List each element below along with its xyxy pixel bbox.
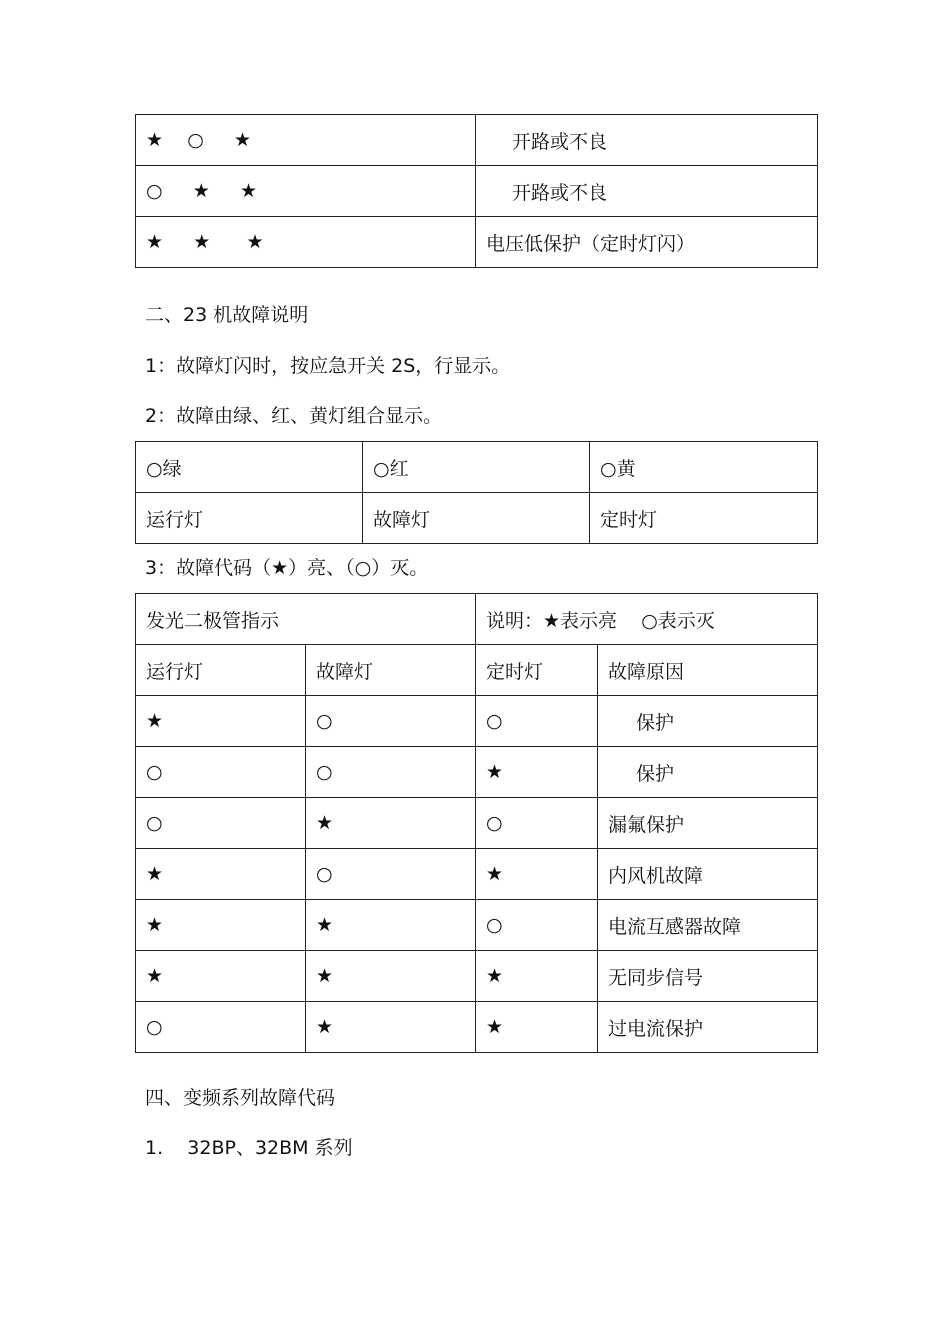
timer-state: ★ bbox=[476, 849, 598, 900]
fault-cause: 漏氟保护 bbox=[598, 798, 818, 849]
timer-state: ★ bbox=[476, 1002, 598, 1053]
fault-cause: 电流互感器故障 bbox=[598, 900, 818, 951]
table-row bbox=[136, 849, 818, 900]
header-led-indicator: 发光二极管指示 bbox=[136, 594, 476, 645]
table-row bbox=[136, 1002, 818, 1053]
run-state: ★ bbox=[136, 696, 306, 747]
table-row bbox=[136, 217, 818, 268]
table-row bbox=[136, 951, 818, 1002]
lights-cell: ★ ★ ★ bbox=[136, 217, 476, 268]
table-row bbox=[136, 747, 818, 798]
lights-cell: ★ ○ ★ bbox=[136, 115, 476, 166]
run-state: ○ bbox=[136, 747, 306, 798]
section-heading: 二、23 机故障说明 bbox=[145, 304, 309, 326]
light-color-table bbox=[135, 441, 818, 544]
led-fault-table-continued bbox=[135, 114, 818, 268]
timer-state: ○ bbox=[476, 696, 598, 747]
column-fault-light: 故障灯 bbox=[306, 645, 476, 696]
table-row bbox=[136, 442, 818, 493]
table-row bbox=[136, 696, 818, 747]
table-row bbox=[136, 798, 818, 849]
column-timer-light: 定时灯 bbox=[476, 645, 598, 696]
note-1: 1：故障灯闪时，按应急开关 2S，行显示。 bbox=[145, 355, 511, 377]
fault-state: ★ bbox=[306, 798, 476, 849]
run-state: ○ bbox=[136, 798, 306, 849]
red-light-cell: ○红 bbox=[363, 442, 590, 493]
fault-cause: 保护 bbox=[598, 747, 818, 798]
timer-state: ★ bbox=[476, 951, 598, 1002]
note-3: 3：故障代码（★）亮、（○）灭。 bbox=[145, 557, 429, 579]
fault-cause: 无同步信号 bbox=[598, 951, 818, 1002]
description-cell: 开路或不良 bbox=[476, 115, 818, 166]
run-light-cell: 运行灯 bbox=[136, 493, 363, 544]
timer-light-cell: 定时灯 bbox=[590, 493, 818, 544]
table-column-row bbox=[136, 645, 818, 696]
section-heading: 四、变频系列故障代码 bbox=[145, 1087, 336, 1109]
fault-state: ○ bbox=[306, 849, 476, 900]
table-row bbox=[136, 493, 818, 544]
list-item: 1. 32BP、32BM 系列 bbox=[145, 1137, 353, 1159]
column-fault-cause: 故障原因 bbox=[598, 645, 818, 696]
timer-state: ○ bbox=[476, 900, 598, 951]
fault-cause: 内风机故障 bbox=[598, 849, 818, 900]
table-row bbox=[136, 900, 818, 951]
table-row bbox=[136, 115, 818, 166]
fault-light-cell: 故障灯 bbox=[363, 493, 590, 544]
fault-state: ○ bbox=[306, 747, 476, 798]
run-state: ★ bbox=[136, 900, 306, 951]
timer-state: ★ bbox=[476, 747, 598, 798]
note-2: 2：故障由绿、红、黄灯组合显示。 bbox=[145, 405, 443, 427]
description-cell: 电压低保护（定时灯闪） bbox=[476, 217, 818, 268]
fault-cause: 过电流保护 bbox=[598, 1002, 818, 1053]
fault-state: ★ bbox=[306, 951, 476, 1002]
fault-cause: 保护 bbox=[598, 696, 818, 747]
run-state: ○ bbox=[136, 1002, 306, 1053]
fault-state: ★ bbox=[306, 1002, 476, 1053]
fault-code-table bbox=[135, 593, 818, 1053]
description-cell: 开路或不良 bbox=[476, 166, 818, 217]
fault-state: ○ bbox=[306, 696, 476, 747]
table-header-row bbox=[136, 594, 818, 645]
run-state: ★ bbox=[136, 951, 306, 1002]
fault-state: ★ bbox=[306, 900, 476, 951]
timer-state: ○ bbox=[476, 798, 598, 849]
column-run-light: 运行灯 bbox=[136, 645, 306, 696]
lights-cell: ○ ★ ★ bbox=[136, 166, 476, 217]
table-row bbox=[136, 166, 818, 217]
run-state: ★ bbox=[136, 849, 306, 900]
header-legend: 说明：★表示亮 ○表示灭 bbox=[476, 594, 818, 645]
green-light-cell: ○绿 bbox=[136, 442, 363, 493]
yellow-light-cell: ○黄 bbox=[590, 442, 818, 493]
